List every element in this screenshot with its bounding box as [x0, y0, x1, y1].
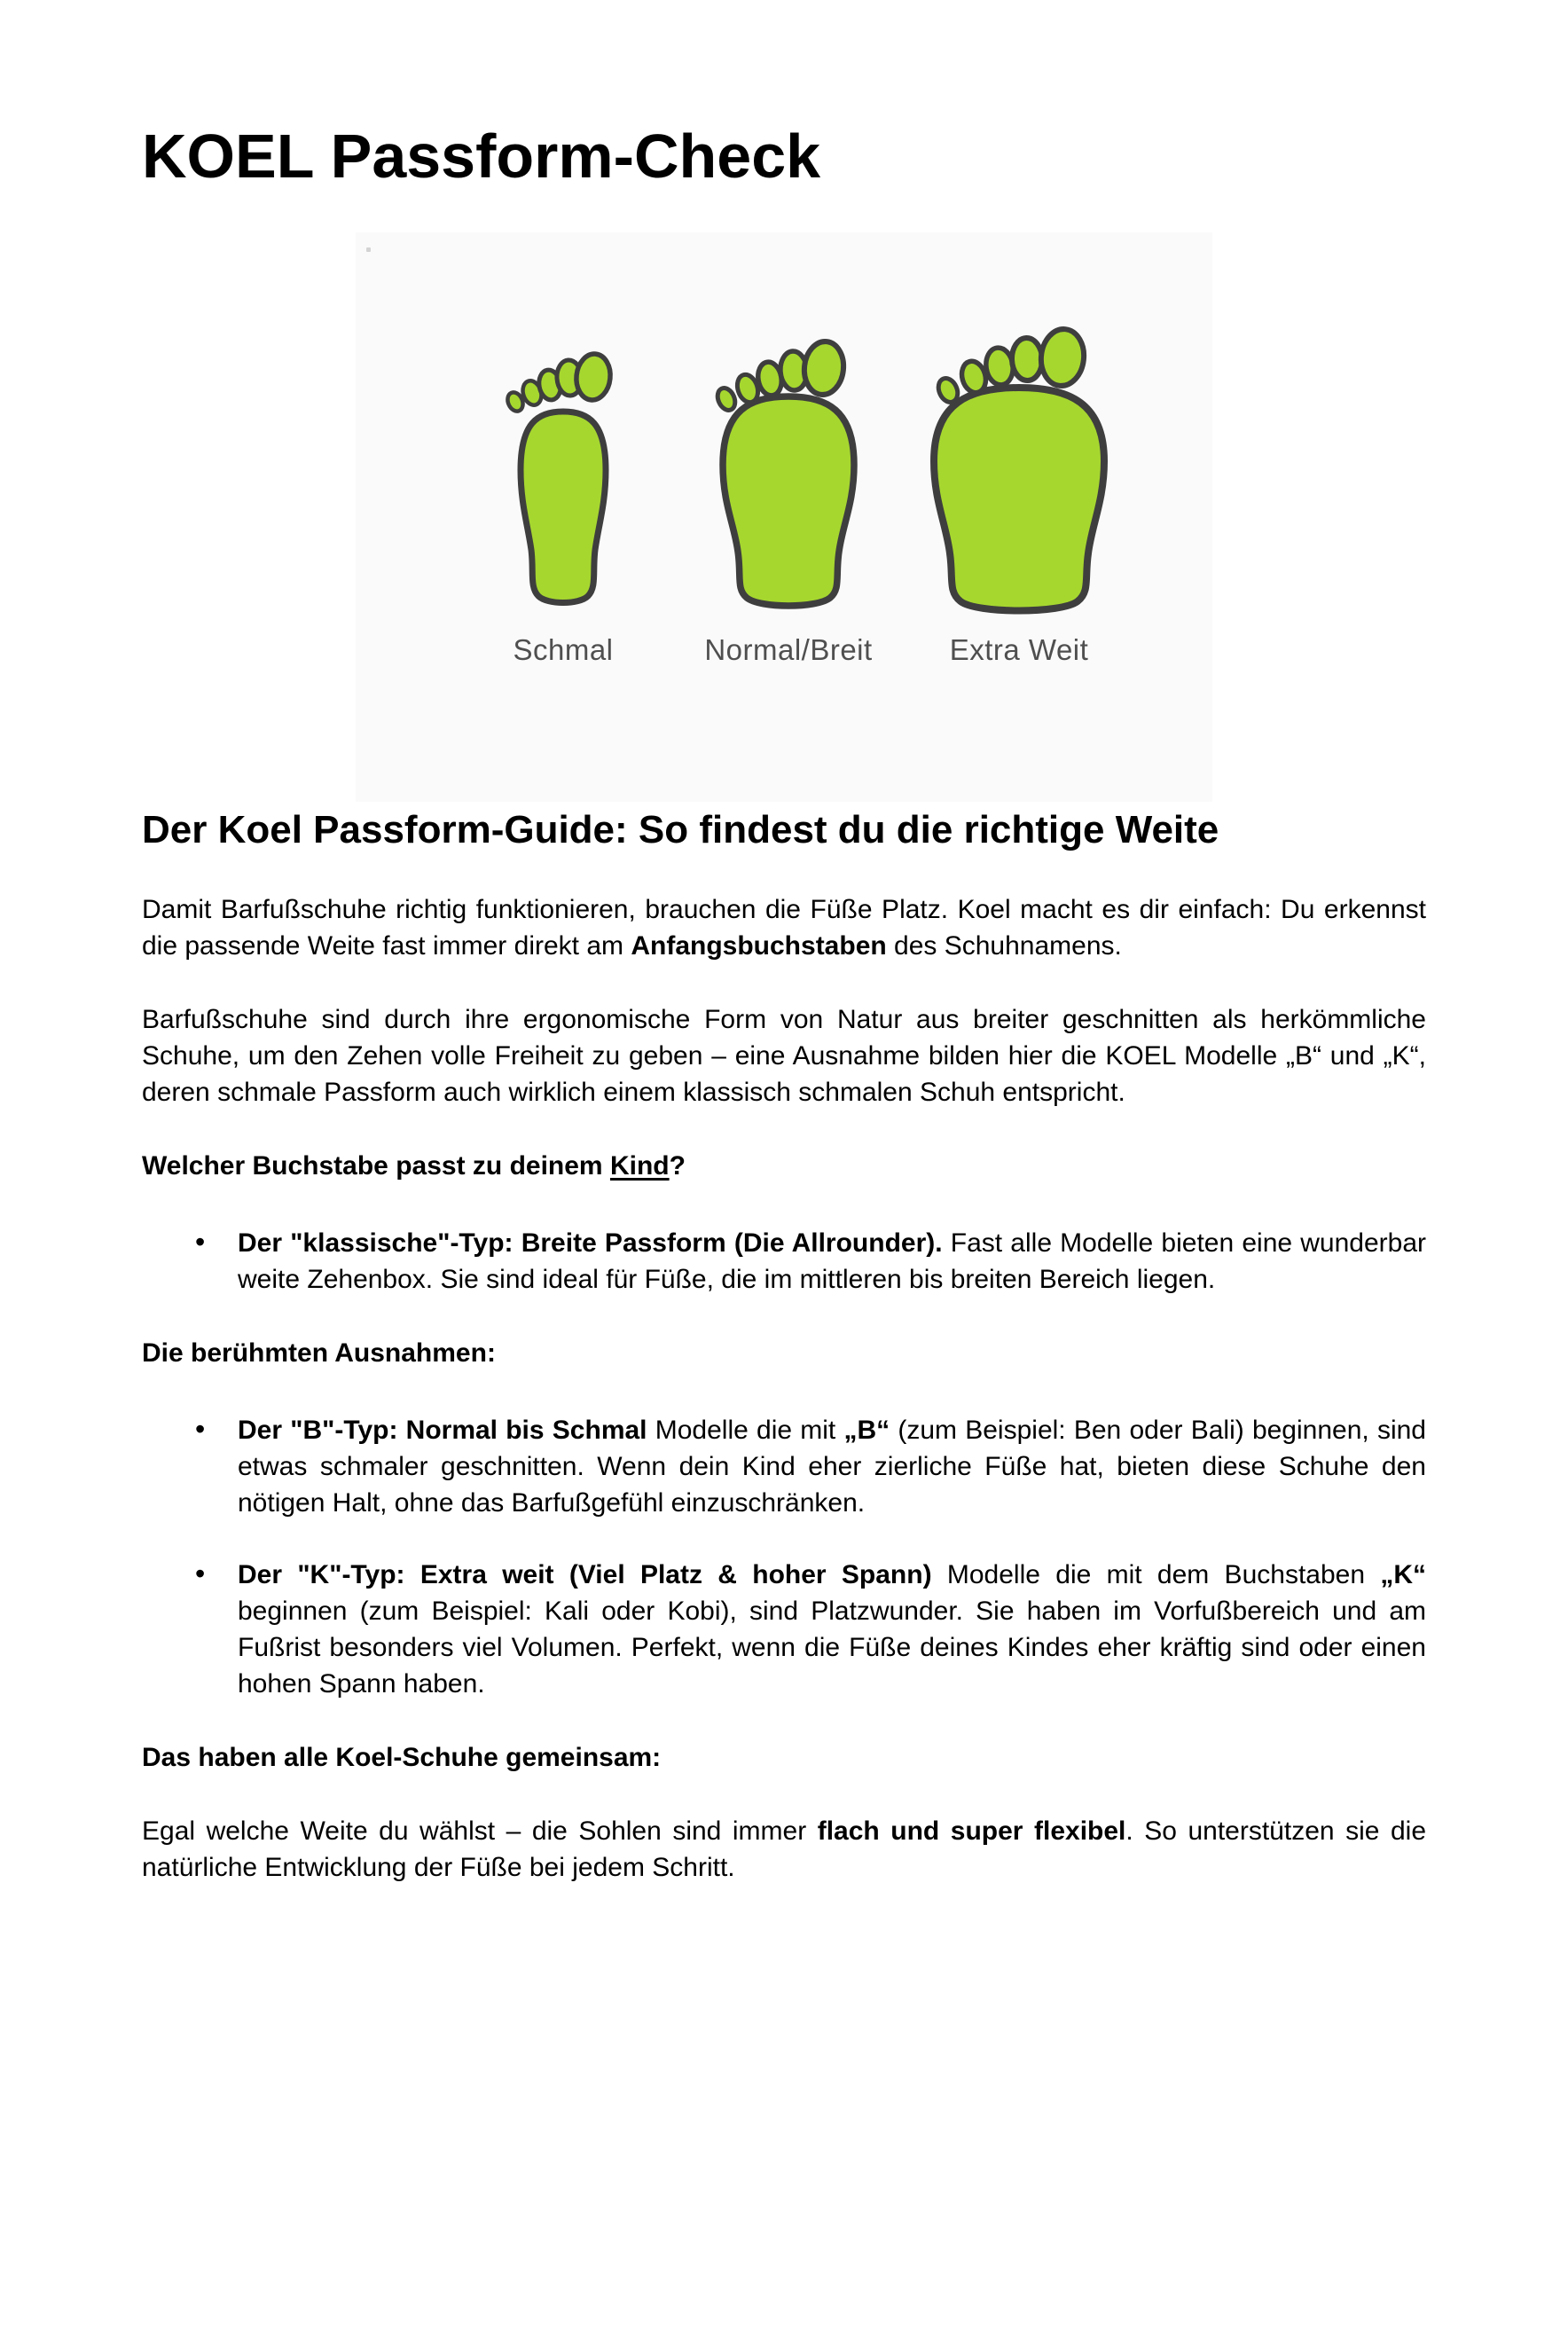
- text-run: Welcher Buchstabe passt zu deinem: [142, 1150, 610, 1181]
- subheading-ausnahmen: Die berühmten Ausnahmen:: [142, 1338, 496, 1368]
- bold-run: „B“: [843, 1415, 890, 1445]
- text-run: Fast alle Modelle bieten eine wunderbar weite Zehenbox. Sie sind ideal für Füße, die im mittleren bis breiten Bereich liegen.: [238, 1228, 1427, 1294]
- ergonomics-paragraph: [142, 1001, 1426, 1110]
- text-run: ?: [669, 1150, 686, 1181]
- document-content: [0, 121, 1568, 1886]
- bullet-list-klassisch: [142, 1225, 1426, 1298]
- bold-run: „K“: [1380, 1559, 1426, 1589]
- label-extra-weit: Extra Weit: [949, 632, 1089, 666]
- label-schmal: Schmal: [513, 632, 614, 666]
- footprint-extra-weit-icon: [934, 326, 1104, 610]
- bullet-list-ausnahmen: [142, 1412, 1426, 1702]
- bold-run: Der "klassische"-Typ: Breite Passform (Die Allrounder).: [238, 1228, 943, 1258]
- subheading-gemeinsam: Das haben alle Koel-Schuhe gemeinsam:: [142, 1742, 662, 1772]
- text-run: des Schuhnamens.: [886, 930, 1122, 961]
- subheading-welcher-buchstabe: [142, 1148, 1426, 1184]
- text-run: Modelle die mit dem Buchstaben: [931, 1559, 1381, 1589]
- footprint-normal-breit-icon: [714, 339, 854, 605]
- intro-paragraph: [142, 891, 1426, 964]
- bold-run: Der "B"-Typ: Normal bis Schmal: [238, 1415, 647, 1445]
- guide-heading: Der Koel Passform-Guide: So findest du die richtige Weite: [142, 807, 1219, 851]
- list-item-klassische-typ: [238, 1225, 1426, 1298]
- document-page: [0, 121, 1568, 2338]
- footprints-illustration: [356, 232, 1212, 802]
- text-run: beginnen (zum Beispiel: Kali oder Kobi), sind Platzwunder. Sie haben im Vorfußbereich und am Fußrist besonders viel Volumen. Perfekt, wenn die Füße deines Kindes eher kräftig sind oder einen hohen Spann haben.: [238, 1596, 1426, 1699]
- page-title: KOEL Passform-Check: [142, 122, 821, 191]
- text-run: Modelle die mit: [647, 1415, 844, 1445]
- label-normal-breit: Normal/Breit: [704, 632, 873, 666]
- bold-run: Anfangsbuchstaben: [631, 930, 887, 961]
- text-run: (zum Beispiel: Ben oder Bali) beginnen, sind etwas schmaler geschnitten. Wenn dein Kind eher zierliche Füße hat, bieten diese Schuhe den nötigen Halt, ohne das Barfußgefühl einzuschränken.: [238, 1415, 1426, 1518]
- text-run: Barfußschuhe sind durch ihre ergonomische Form von Natur aus breiter geschnitten als herkömmliche Schuhe, um den Zehen volle Freiheit zu geben – eine Ausnahme bilden hier die KOEL Modelle „B“ und „K“, deren schmale Passform auch wirklich einem klassisch schmalen Schuh entspricht.: [142, 1004, 1426, 1107]
- closing-paragraph: [142, 1813, 1426, 1886]
- list-item-k-typ: [238, 1557, 1426, 1702]
- footprint-schmal-icon: [505, 352, 612, 602]
- text-run: . So unterstützen sie die natürliche Entwicklung der Füße bei jedem Schritt.: [142, 1816, 1427, 1882]
- bold-run: flach und super flexibel: [817, 1816, 1126, 1846]
- text-run: Egal welche Weite du wählst – die Sohlen sind immer: [142, 1816, 818, 1846]
- bold-run: Der "K"-Typ: Extra weit (Viel Platz & hoher Spann): [238, 1559, 932, 1589]
- list-item-b-typ: [238, 1412, 1426, 1521]
- text-run: Damit Barfußschuhe richtig funktionieren, brauchen die Füße Platz. Koel macht es dir einfach: Du erkennst die passende Weite fast immer direkt am: [142, 894, 1426, 961]
- foot-width-figure: [356, 232, 1212, 802]
- underlined-run: Kind: [609, 1150, 670, 1181]
